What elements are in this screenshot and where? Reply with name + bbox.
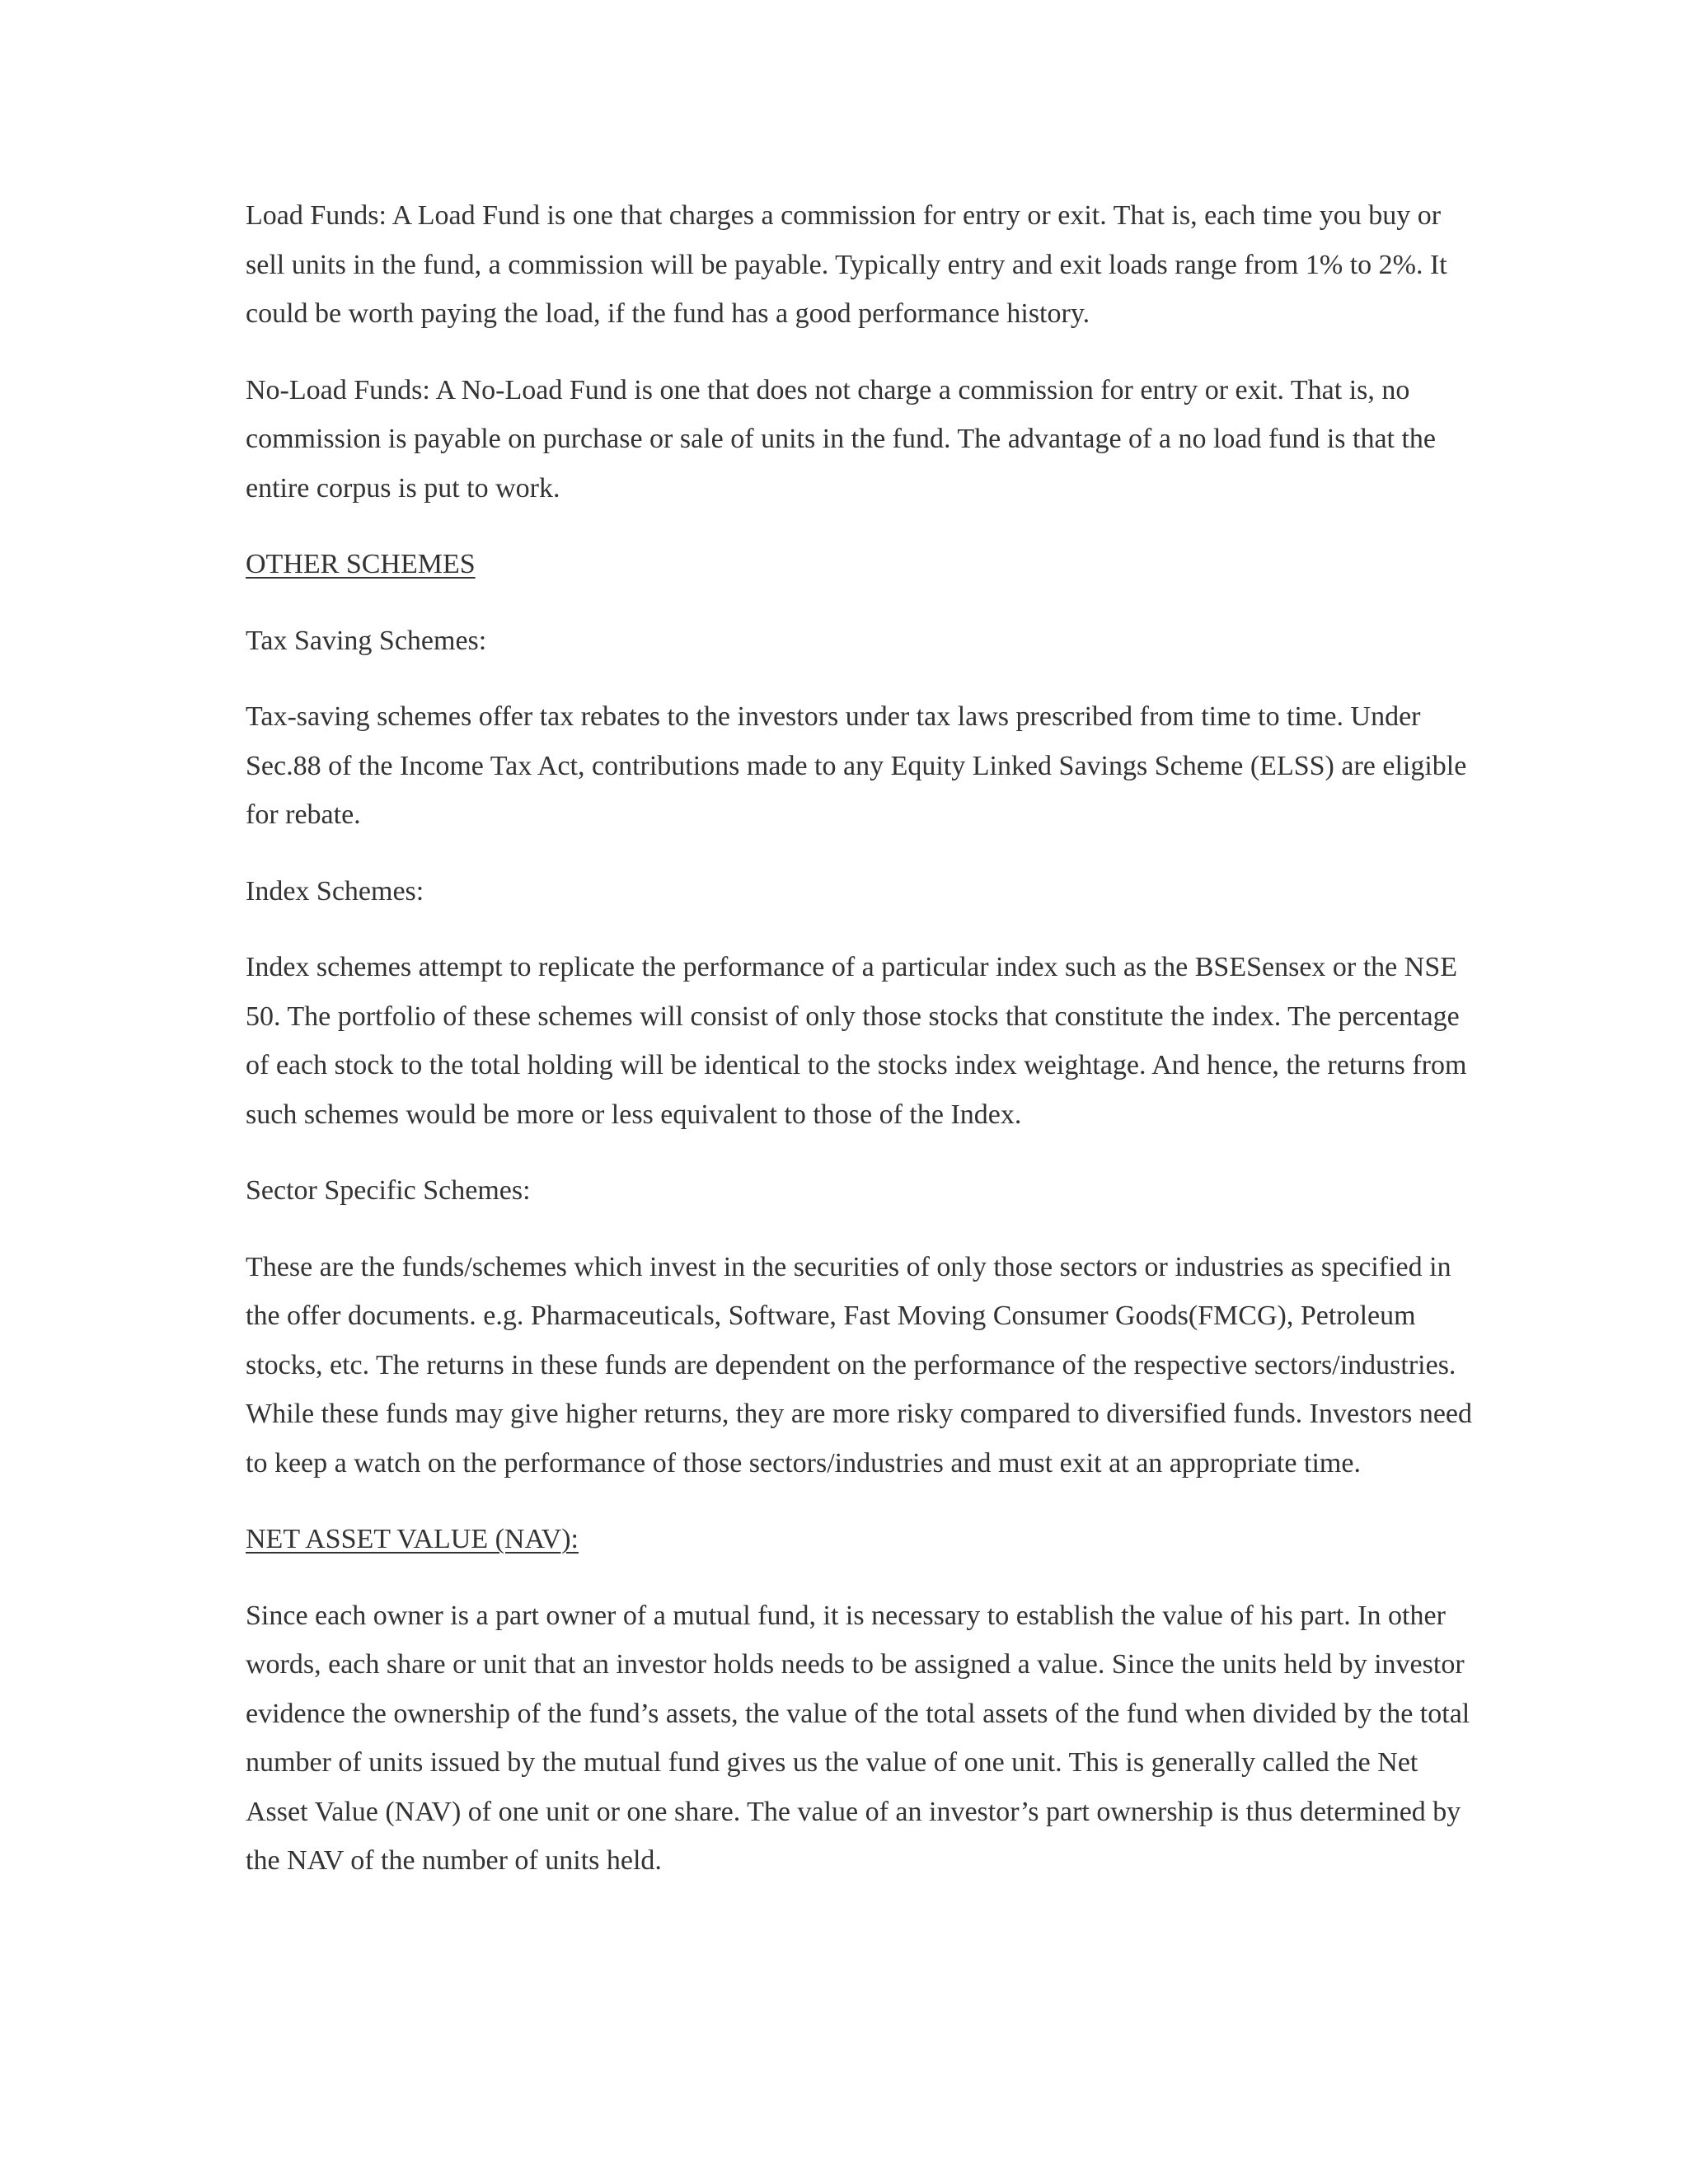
sector-specific-schemes-paragraph: These are the funds/schemes which invest in the securities of only those sectors or industries as specified in the offer documents. e.g. Pharmaceuticals, Software, Fast Moving Consumer Goods(FMCG), Petroleum stocks, etc. The returns in these funds are dependent on the performance of the respective sectors/industries. While these funds may give higher returns, they are more risky compared to diversified funds. Investors need to keep a watch on the performance of those sectors/industries and must exit at an appropriate time. [246, 1251, 1472, 1479]
other-schemes-heading: OTHER SCHEMES [246, 549, 476, 579]
index-schemes-label: Index Schemes: [246, 875, 424, 907]
sector-specific-schemes-label: Sector Specific Schemes: [246, 1175, 531, 1206]
load-funds-paragraph: Load Funds: A Load Fund is one that charges a commission for entry or exit. That is, each time you buy or sell units in the fund, a commission will be payable. Typically entry and exit loads range from 1% to 2%. It could be worth paying the load, if the fund has a good performance history. [246, 200, 1447, 329]
nav-heading: NET ASSET VALUE (NAV): [246, 1524, 579, 1554]
index-schemes-paragraph: Index schemes attempt to replicate the performance of a particular index such as the BSESensex or the NSE 50. The portfolio of these schemes will consist of only those stocks that constitute the index. The percentage of each stock to the total holding will be identical to the stocks index weightage. And hence, the returns from such schemes would be more or less equivalent to those of the Index. [246, 952, 1467, 1130]
tax-saving-schemes-paragraph: Tax-saving schemes offer tax rebates to the investors under tax laws prescribed from time to time. Under Sec.88 of the Income Tax Act, contributions made to any Equity Linked Savings Scheme (ELSS) are eligible for rebate. [246, 701, 1467, 830]
document-page [246, 191, 1482, 1913]
tax-saving-schemes-label: Tax Saving Schemes: [246, 625, 487, 656]
no-load-funds-paragraph: No-Load Funds: A No-Load Fund is one that does not charge a commission for entry or exit. That is, no commission is payable on purchase or sale of units in the fund. The advantage of a no load fund is that the entire corpus is put to work. [246, 374, 1437, 504]
nav-paragraph: Since each owner is a part owner of a mutual fund, it is necessary to establish the value of his part. In other words, each share or unit that an investor holds needs to be assigned a value. Since the units held by investor evidence the ownership of the fund’s assets, the value of the total assets of the fund when divided by the total number of units issued by the mutual fund gives us the value of one unit. This is generally called the Net Asset Value (NAV) of one unit or one share. The value of an investor’s part ownership is thus determined by the NAV of the number of units held. [246, 1600, 1470, 1876]
